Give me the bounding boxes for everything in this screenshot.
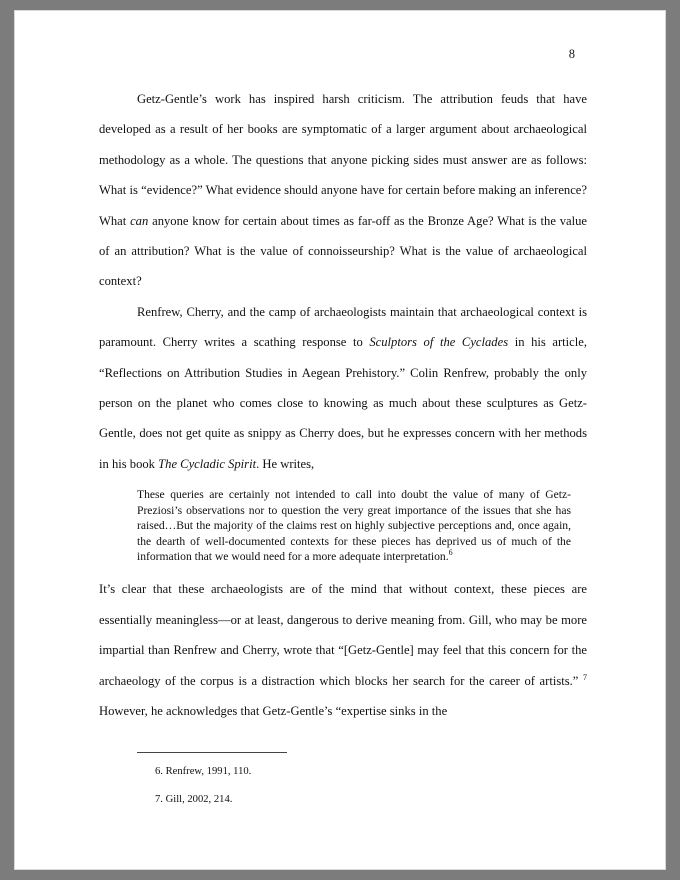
page-content [15, 11, 665, 869]
text-run: . He writes, [256, 456, 315, 471]
text-run: anyone know for certain about times as far-off as the Bronze Age? What is the value of an attribution? What is the value of connoisseurship? What is the value of archaeological context? [99, 213, 587, 289]
text-run: It’s clear that these archaeologists are of the mind that without context, these pieces are essentially meaningless—or at least, dangerous to derive meaning from. Gill, who may be more impartial than Renfrew and Cherry, wrote that “[Getz-Gentle] may feel that this concern for the archaeology of the corpus is a distraction which blocks her search for the career of artists.” [99, 582, 587, 688]
footnote-6: 6. Renfrew, 1991, 110. [155, 766, 252, 778]
quotation-text: These queries are certainly not intended to call into doubt the value of many of Getz-Preziosi’s observations nor to question the very great importance of the issues that she has raised…But the majority of the claims rest on highly subjective perceptions and, once again, the dearth of well-documented contexts for these pieces has deprived us of much of the information that we would need for a more adequate interpretation. [137, 488, 571, 563]
text-run: Renfrew, Cherry, and the camp of archaeologists maintain that archaeological context is paramount. Cherry writes a scathing response to [99, 304, 587, 350]
footnote-marker: 6 [448, 548, 453, 558]
paragraph-2 [99, 297, 587, 479]
italic-text: Sculptors of the Cyclades [369, 335, 509, 350]
footnote-area [99, 752, 587, 807]
page-number: 8 [568, 47, 575, 61]
text-run: in his article, “Reflections on Attribution Studies in Aegean Prehistory.” Colin Renfrew, probably the only person on the planet who comes close to knowing as much about these sculptures as Getz-Gentle, does not get quite as snippy as Cherry does, but he expresses concern with her methods in his book [99, 335, 587, 471]
italic-text: can [130, 213, 149, 228]
paragraph-1 [99, 84, 587, 297]
text-run: However, he acknowledges that Getz-Gentle’s “expertise sinks in the [99, 703, 448, 718]
text-run: Getz-Gentle’s work has inspired harsh criticism. The attribution feuds that have developed as a result of her books are symptomatic of a larger argument about archaeological methodology as a whole. The questions that anyone picking sides must answer are as follows: What is “evidence?” What evidence should anyone have for certain before making an inference? What [99, 92, 587, 228]
footnote-separator-rule [137, 752, 287, 753]
footnote-marker: 7 [583, 672, 587, 682]
italic-text: The Cycladic Spirit [158, 456, 257, 471]
block-quotation [137, 487, 571, 564]
document-page [14, 10, 666, 870]
paragraph-3 [99, 574, 587, 726]
footnote-7: 7. Gill, 2002, 214. [155, 794, 233, 806]
